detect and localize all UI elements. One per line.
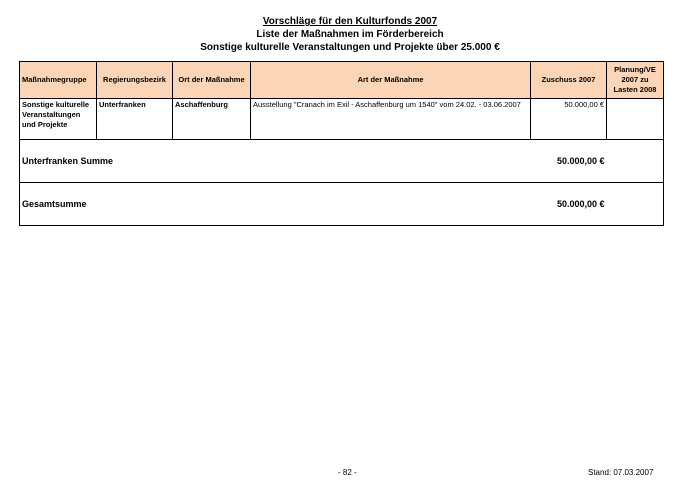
cell-planning [607,99,664,140]
column-header-place: Ort der Maßnahme [173,62,251,99]
subtotal-label: Unterfranken Summe [20,140,531,183]
cell-grant: 50.000,00 € [531,99,607,140]
column-header-grant: Zuschuss 2007 [531,62,607,99]
cell-district: Unterfranken [97,99,173,140]
total-planning [607,183,664,226]
cell-group: Sonstige kulturelle Veranstaltungen und Projekte [20,99,97,140]
column-header-group: Maßnahmegruppe [20,62,97,99]
column-header-district: Regierungsbezirk [97,62,173,99]
cell-place: Aschaffenburg [173,99,251,140]
page-number: - 82 - [338,468,357,477]
table-header-row [20,62,664,99]
total-label: Gesamtsumme [20,183,531,226]
total-row [20,183,664,226]
subtotal-row [20,140,664,183]
column-header-planning: Planung/VE 2007 zu Lasten 2008 [607,62,664,99]
measures-table [19,61,664,226]
table-row [20,99,664,140]
status-date: Stand: 07.03.2007 [588,468,654,477]
document-section-title: Sonstige kulturelle Veranstaltungen und Projekte über 25.000 € [200,42,500,53]
document-subtitle: Liste der Maßnahmen im Förderbereich [256,29,444,40]
document-titles [0,15,700,54]
total-value: 50.000,00 € [531,183,607,226]
cell-measure: Ausstellung "Cranach im Exil - Aschaffenburg um 1540" vom 24.02. - 03.06.2007 [251,99,531,140]
document-title: Vorschläge für den Kulturfonds 2007 [262,16,438,27]
column-header-measure: Art der Maßnahme [251,62,531,99]
subtotal-value: 50.000,00 € [531,140,607,183]
subtotal-planning [607,140,664,183]
